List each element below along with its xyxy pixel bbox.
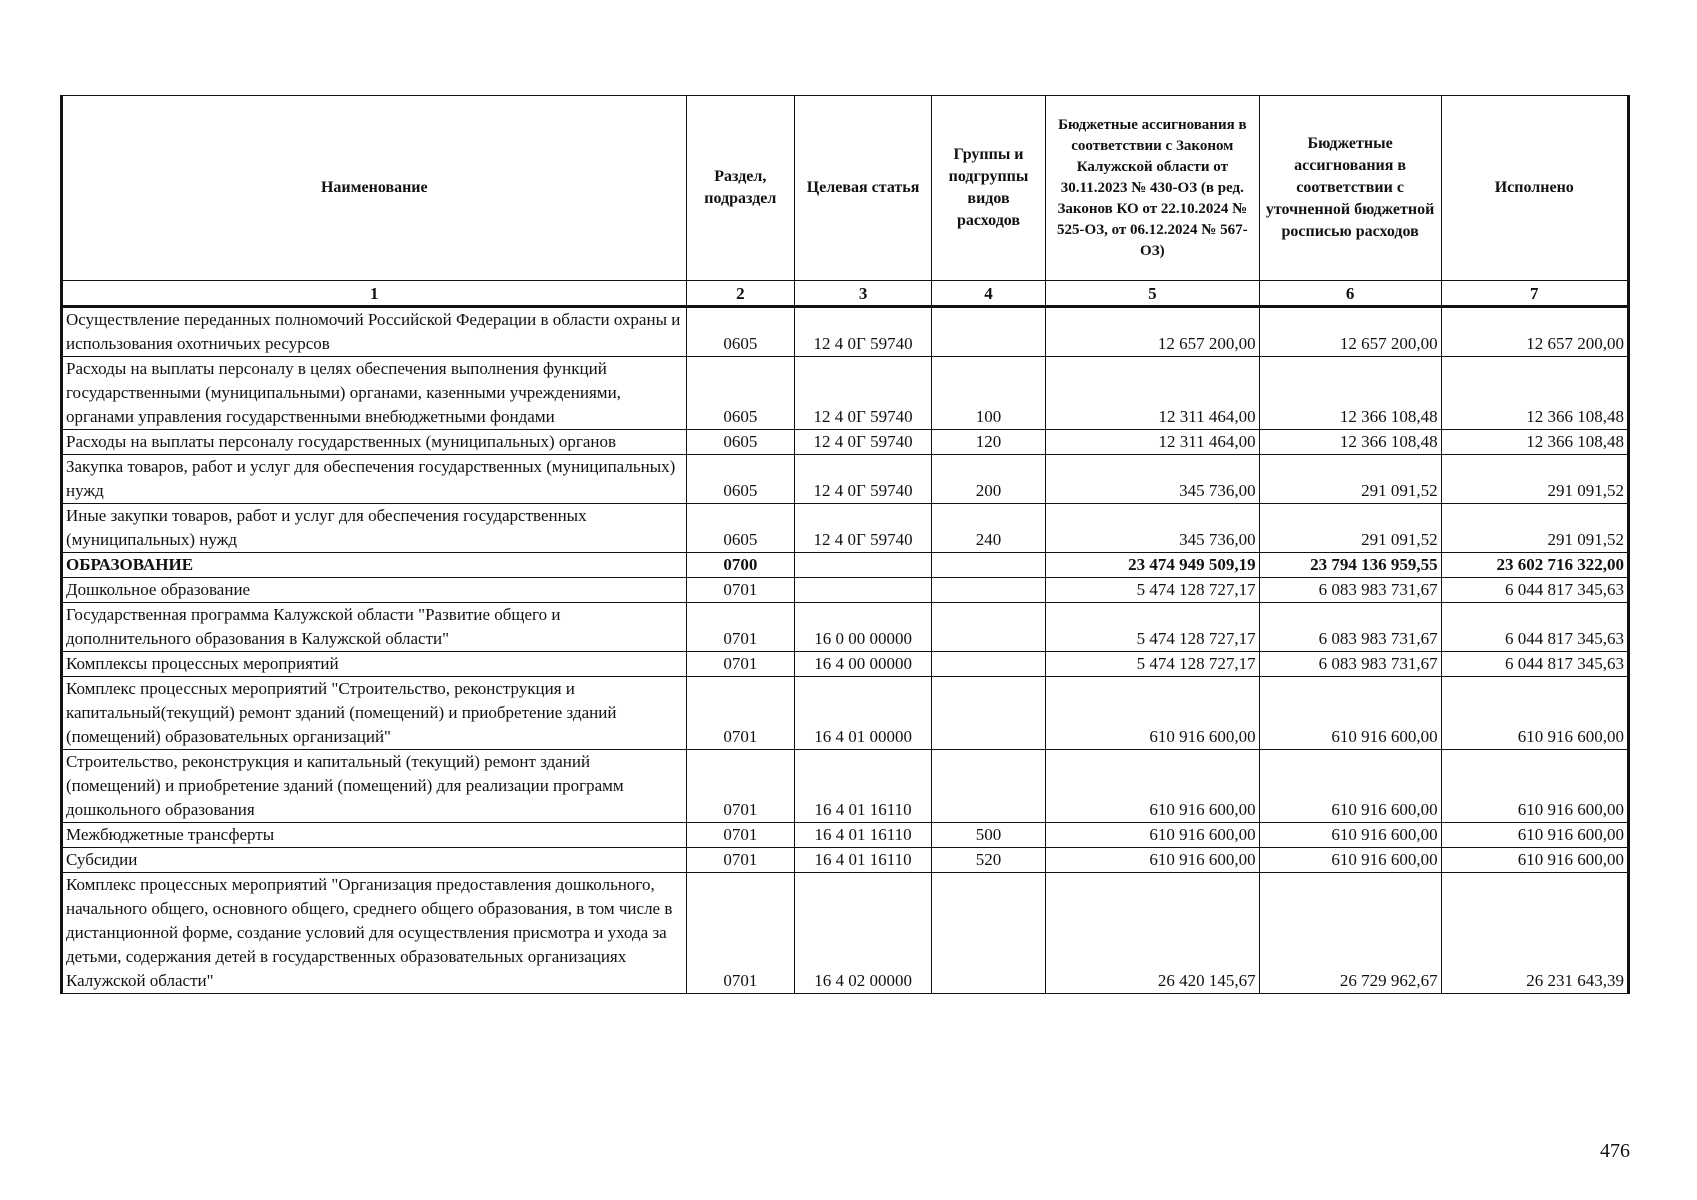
cell-section: 0701 [686,750,794,823]
cell-refined-amount: 23 794 136 959,55 [1259,553,1441,578]
cell-section: 0605 [686,455,794,504]
cell-name: Дошкольное образование [62,578,687,603]
cell-refined-amount: 610 916 600,00 [1259,848,1441,873]
cell-name: Осуществление переданных полномочий Российской Федерации в области охраны и использования охотничьих ресурсов [62,307,687,357]
header-section: Раздел, подраздел [686,96,794,281]
header-target: Целевая статья [795,96,932,281]
header-executed: Исполнено [1441,96,1628,281]
cell-refined-amount: 12 366 108,48 [1259,430,1441,455]
column-number: 5 [1046,281,1260,307]
cell-law-amount: 5 474 128 727,17 [1046,578,1260,603]
cell-executed-amount: 6 044 817 345,63 [1441,652,1628,677]
cell-law-amount: 345 736,00 [1046,455,1260,504]
cell-target: 16 4 01 16110 [795,823,932,848]
cell-target: 16 4 01 16110 [795,750,932,823]
cell-refined-amount: 12 657 200,00 [1259,307,1441,357]
cell-name: Комплекс процессных мероприятий "Организация предоставления дошкольного, начального общего, основного общего, среднего общего образования, в том числе в дистанционной форме, создание условий для осуществления присмотра и ухода за детьми, содержания детей в государственных образовательных организациях Калужской области" [62,873,687,994]
column-number: 7 [1441,281,1628,307]
cell-executed-amount: 610 916 600,00 [1441,848,1628,873]
budget-execution-table [60,95,1630,994]
header-name: Наименование [62,96,687,281]
cell-target [795,553,932,578]
cell-refined-amount: 26 729 962,67 [1259,873,1441,994]
cell-law-amount: 26 420 145,67 [1046,873,1260,994]
cell-executed-amount: 26 231 643,39 [1441,873,1628,994]
cell-group [932,603,1046,652]
cell-group: 200 [932,455,1046,504]
table-row [62,307,1629,357]
cell-section: 0605 [686,504,794,553]
cell-section: 0701 [686,652,794,677]
cell-refined-amount: 610 916 600,00 [1259,677,1441,750]
table-row [62,603,1629,652]
cell-executed-amount: 610 916 600,00 [1441,823,1628,848]
cell-target: 16 4 01 00000 [795,677,932,750]
cell-target: 16 4 02 00000 [795,873,932,994]
cell-group [932,873,1046,994]
header-group: Группы и подгруппы видов расходов [932,96,1046,281]
column-number: 2 [686,281,794,307]
page-number: 476 [1600,1140,1630,1162]
cell-executed-amount: 6 044 817 345,63 [1441,578,1628,603]
column-number: 3 [795,281,932,307]
cell-group: 120 [932,430,1046,455]
cell-name: Комплексы процессных мероприятий [62,652,687,677]
cell-group [932,307,1046,357]
cell-name: Комплекс процессных мероприятий "Строительство, реконструкция и капитальный(текущий) ремонт зданий (помещений) и приобретение зданий (помещений) образовательных организаций" [62,677,687,750]
cell-name: Расходы на выплаты персоналу государственных (муниципальных) органов [62,430,687,455]
cell-group [932,652,1046,677]
cell-section: 0605 [686,357,794,430]
cell-law-amount: 345 736,00 [1046,504,1260,553]
table-row [62,677,1629,750]
cell-group [932,578,1046,603]
cell-section: 0701 [686,603,794,652]
cell-law-amount: 610 916 600,00 [1046,848,1260,873]
cell-section: 0701 [686,848,794,873]
cell-target: 16 4 00 00000 [795,652,932,677]
column-number-row [62,281,1629,307]
table-row [62,430,1629,455]
cell-executed-amount: 12 366 108,48 [1441,357,1628,430]
cell-law-amount: 610 916 600,00 [1046,677,1260,750]
cell-group [932,553,1046,578]
cell-name: Строительство, реконструкция и капитальный (текущий) ремонт зданий (помещений) и приобретение зданий (помещений) для реализации программ дошкольного образования [62,750,687,823]
cell-target: 12 4 0Г 59740 [795,307,932,357]
cell-target: 12 4 0Г 59740 [795,504,932,553]
cell-executed-amount: 6 044 817 345,63 [1441,603,1628,652]
cell-section: 0701 [686,677,794,750]
cell-section: 0701 [686,578,794,603]
cell-executed-amount: 23 602 716 322,00 [1441,553,1628,578]
cell-target: 12 4 0Г 59740 [795,455,932,504]
table-row [62,578,1629,603]
cell-group: 520 [932,848,1046,873]
cell-section: 0605 [686,307,794,357]
cell-section: 0701 [686,873,794,994]
cell-executed-amount: 12 366 108,48 [1441,430,1628,455]
cell-name: Закупка товаров, работ и услуг для обеспечения государственных (муниципальных) нужд [62,455,687,504]
cell-executed-amount: 291 091,52 [1441,455,1628,504]
cell-group [932,677,1046,750]
table-header [62,96,1629,307]
column-number: 1 [62,281,687,307]
table-row [62,873,1629,994]
cell-target: 16 0 00 00000 [795,603,932,652]
column-number: 4 [932,281,1046,307]
cell-law-amount: 12 311 464,00 [1046,357,1260,430]
cell-name: Межбюджетные трансферты [62,823,687,848]
cell-section: 0701 [686,823,794,848]
cell-section: 0700 [686,553,794,578]
cell-refined-amount: 291 091,52 [1259,455,1441,504]
cell-target [795,578,932,603]
cell-law-amount: 5 474 128 727,17 [1046,603,1260,652]
table-row [62,652,1629,677]
cell-law-amount: 610 916 600,00 [1046,823,1260,848]
cell-name: Расходы на выплаты персоналу в целях обеспечения выполнения функций государственными (муниципальными) органами, казенными учреждениями, органами управления государственными внебюджетными фондами [62,357,687,430]
cell-law-amount: 5 474 128 727,17 [1046,652,1260,677]
cell-group [932,750,1046,823]
cell-executed-amount: 12 657 200,00 [1441,307,1628,357]
budget-table-sheet [60,95,1630,994]
cell-law-amount: 23 474 949 509,19 [1046,553,1260,578]
cell-law-amount: 12 311 464,00 [1046,430,1260,455]
table-row [62,848,1629,873]
cell-law-amount: 610 916 600,00 [1046,750,1260,823]
cell-target: 12 4 0Г 59740 [795,357,932,430]
table-row [62,823,1629,848]
table-row [62,553,1629,578]
cell-executed-amount: 610 916 600,00 [1441,750,1628,823]
table-row [62,504,1629,553]
cell-executed-amount: 610 916 600,00 [1441,677,1628,750]
table-row [62,750,1629,823]
cell-refined-amount: 6 083 983 731,67 [1259,652,1441,677]
table-row [62,455,1629,504]
cell-refined-amount: 6 083 983 731,67 [1259,603,1441,652]
header-refined-allocations: Бюджетные ассигнования в соответствии с уточненной бюджетной росписью расходов [1259,96,1441,281]
cell-group: 500 [932,823,1046,848]
cell-name: ОБРАЗОВАНИЕ [62,553,687,578]
cell-refined-amount: 291 091,52 [1259,504,1441,553]
table-row [62,357,1629,430]
cell-group: 100 [932,357,1046,430]
cell-refined-amount: 610 916 600,00 [1259,750,1441,823]
table-body [62,307,1629,994]
cell-refined-amount: 12 366 108,48 [1259,357,1441,430]
cell-law-amount: 12 657 200,00 [1046,307,1260,357]
cell-name: Субсидии [62,848,687,873]
cell-section: 0605 [686,430,794,455]
cell-target: 16 4 01 16110 [795,848,932,873]
header-law-allocations: Бюджетные ассигнования в соответствии с Законом Калужской области от 30.11.2023 № 430-ОЗ (в ред. Законов КО от 22.10.2024 № 525-ОЗ, от 06.12.2024 № 567-ОЗ) [1046,96,1260,281]
cell-target: 12 4 0Г 59740 [795,430,932,455]
cell-refined-amount: 6 083 983 731,67 [1259,578,1441,603]
cell-name: Иные закупки товаров, работ и услуг для обеспечения государственных (муниципальных) нужд [62,504,687,553]
cell-name: Государственная программа Калужской области "Развитие общего и дополнительного образования в Калужской области" [62,603,687,652]
cell-group: 240 [932,504,1046,553]
column-number: 6 [1259,281,1441,307]
cell-executed-amount: 291 091,52 [1441,504,1628,553]
cell-refined-amount: 610 916 600,00 [1259,823,1441,848]
